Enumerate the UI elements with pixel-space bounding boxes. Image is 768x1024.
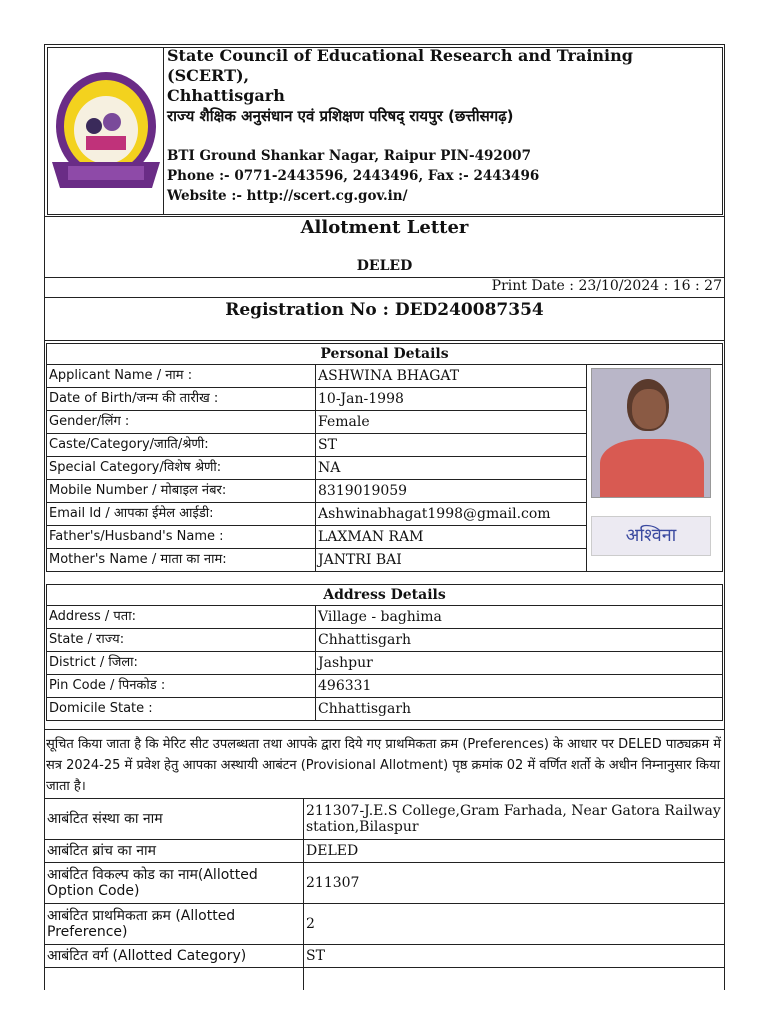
org-name-en-line2: Chhattisgarh — [167, 86, 285, 105]
personal-details-title: Personal Details — [47, 344, 723, 365]
row-value: 10-Jan-1998 — [316, 388, 587, 411]
scert-logo — [48, 48, 164, 214]
org-name-hi: राज्य शैक्षिक अनुसंधान एवं प्रशिक्षण परिषद् रायपुर (छत्तीसगढ़) — [167, 107, 514, 125]
photo-cell — [587, 365, 723, 572]
empty-cell — [304, 968, 725, 991]
empty-cell — [45, 968, 304, 991]
row-label: Caste/Category/जाति/श्रेणी: — [47, 434, 316, 457]
table-row — [47, 606, 723, 629]
row-value: Chhattisgarh — [316, 629, 723, 652]
table-row — [47, 698, 723, 721]
table-row — [45, 968, 725, 991]
row-label: Domicile State : — [47, 698, 316, 721]
row-label: Special Category/विशेष श्रेणी: — [47, 457, 316, 480]
row-label: State / राज्य: — [47, 629, 316, 652]
allotment-table — [44, 798, 725, 990]
row-value: Chhattisgarh — [316, 698, 723, 721]
table-row — [45, 904, 725, 945]
row-label: Gender/लिंग : — [47, 411, 316, 434]
applicant-signature: अश्विना — [591, 516, 711, 556]
row-label: Father's/Husband's Name : — [47, 526, 316, 549]
personal-details-table — [46, 343, 723, 572]
divider — [44, 340, 725, 341]
row-value: 8319019059 — [316, 480, 587, 503]
org-phone: Phone :- 0771-2443596, 2443496, Fax :- 2443496 — [167, 168, 540, 184]
row-value: JANTRI BAI — [316, 549, 587, 572]
course-name: DELED — [356, 258, 413, 274]
table-row — [47, 629, 723, 652]
table-row — [45, 799, 725, 840]
row-value: ST — [304, 945, 725, 968]
org-block — [167, 46, 717, 206]
row-value: 496331 — [316, 675, 723, 698]
table-row — [45, 840, 725, 863]
row-value: Jashpur — [316, 652, 723, 675]
row-value: LAXMAN RAM — [316, 526, 587, 549]
table-row — [47, 675, 723, 698]
registration-number: Registration No : DED240087354 — [225, 300, 544, 320]
row-label: Applicant Name / नाम : — [47, 365, 316, 388]
row-value: Ashwinabhagat1998@gmail.com — [316, 503, 587, 526]
row-value: ASHWINA BHAGAT — [316, 365, 587, 388]
row-value: 211307-J.E.S College,Gram Farhada, Near Gatora Railway station,Bilaspur — [304, 799, 725, 840]
address-details-title: Address Details — [47, 585, 723, 606]
row-label: आबंटित वर्ग (Allotted Category) — [45, 945, 304, 968]
table-row — [47, 652, 723, 675]
letter-title: Allotment Letter — [300, 217, 469, 238]
row-label: आबंटित संस्था का नाम — [45, 799, 304, 840]
print-date: Print Date : 23/10/2024 : 16 : 27 — [491, 278, 722, 294]
row-label: आबंटित विकल्प कोड का नाम(Allotted Option Code) — [45, 863, 304, 904]
divider — [44, 297, 725, 298]
row-label: आबंटित प्राथमिकता क्रम (Allotted Preference) — [45, 904, 304, 945]
row-value: NA — [316, 457, 587, 480]
row-label: Mother's Name / माता का नाम: — [47, 549, 316, 572]
row-label: Pin Code / पिनकोड : — [47, 675, 316, 698]
table-row — [45, 945, 725, 968]
row-value: ST — [316, 434, 587, 457]
org-name-en-line1: State Council of Educational Research and Training (SCERT), — [167, 46, 633, 85]
row-label: District / जिला: — [47, 652, 316, 675]
org-website: Website :- http://scert.cg.gov.in/ — [167, 188, 408, 204]
row-value: Village - baghima — [316, 606, 723, 629]
row-label: आबंटित ब्रांच का नाम — [45, 840, 304, 863]
row-label: Email Id / आपका ईमेल आईडी: — [47, 503, 316, 526]
row-value: Female — [316, 411, 587, 434]
row-label: Date of Birth/जन्म की तारीख : — [47, 388, 316, 411]
org-address: BTI Ground Shankar Nagar, Raipur PIN-492007 — [167, 148, 531, 164]
table-row — [47, 365, 723, 388]
row-label: Address / पता: — [47, 606, 316, 629]
row-label: Mobile Number / मोबाइल नंबर: — [47, 480, 316, 503]
allotment-notice: सूचित किया जाता है कि मेरिट सीट उपलब्धता तथा आपके द्वारा दिये गए प्राथमिकता क्रम (Preferences) के आधार पर DELED पाठ्यक्रम में सत्र 2024-25 में प्रवेश हेतु आपका अस्थायी आबंटन (Provisional Allotment) पृष्ठ क्रमांक 02 में वर्णित शर्तो के अधीन निम्नानुसार किया जाता है। — [46, 737, 722, 794]
divider — [44, 729, 725, 730]
applicant-photo — [591, 368, 711, 498]
row-value: 211307 — [304, 863, 725, 904]
row-value: DELED — [304, 840, 725, 863]
table-row — [45, 863, 725, 904]
row-value: 2 — [304, 904, 725, 945]
address-details-table — [46, 584, 723, 721]
